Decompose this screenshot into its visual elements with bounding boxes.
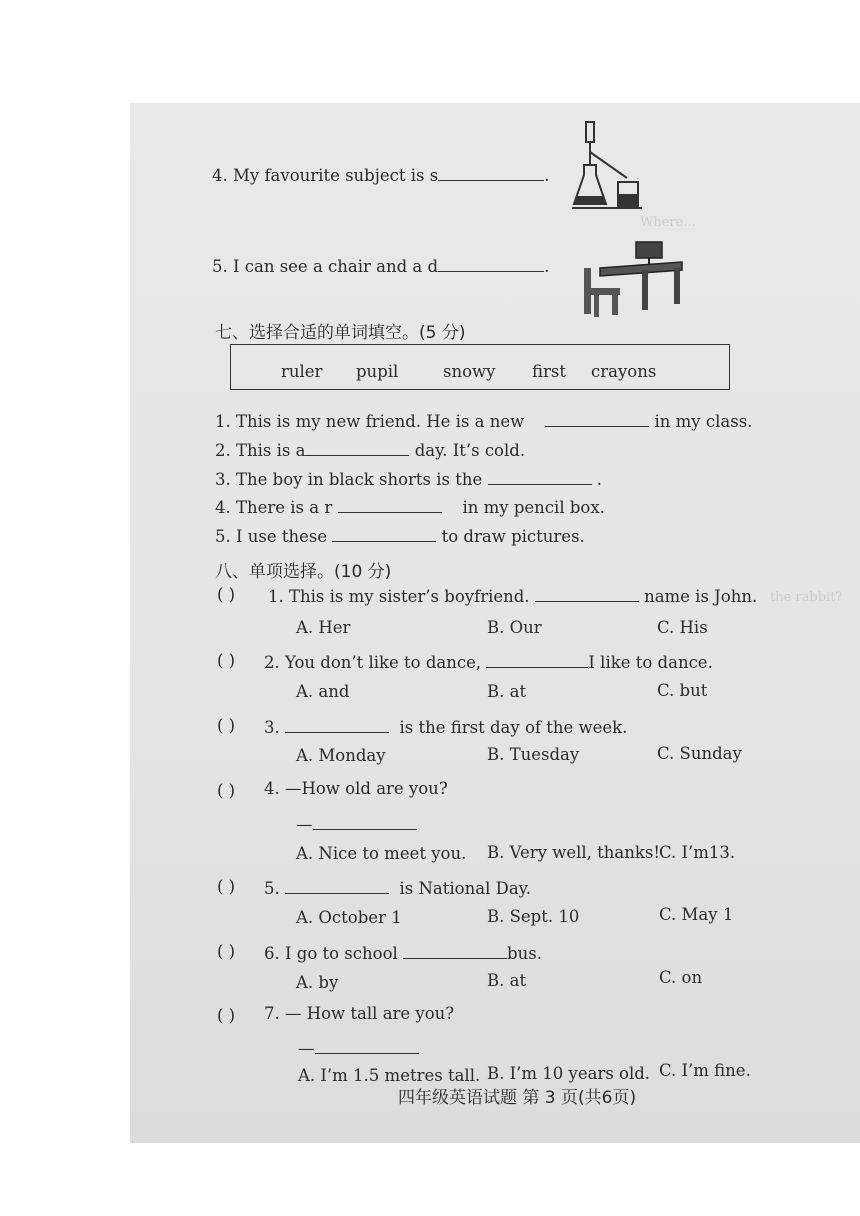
answer-blank[interactable] — [315, 1037, 419, 1054]
option-a[interactable]: A. I’m 1.5 metres tall. — [298, 1066, 481, 1085]
item-text: name is John. — [644, 587, 758, 606]
option-c[interactable]: C. His — [657, 618, 708, 637]
option-a[interactable]: A. Monday — [296, 746, 386, 765]
item-text: bus. — [507, 944, 542, 963]
item-text: to draw pictures. — [441, 527, 585, 546]
s7-item-1 — [215, 410, 752, 431]
option-a[interactable]: A. and — [296, 682, 350, 701]
word-bank-item: snowy — [443, 362, 496, 381]
item-text: 5. I use these — [215, 527, 328, 546]
option-c[interactable]: C. I’m fine. — [659, 1061, 751, 1080]
section7-heading: 七、选择合适的单词填空。(5 分) — [215, 323, 466, 343]
mcq-7-stem: 7. — How tall are you? — [264, 1004, 455, 1023]
item-text: 6. I go to school — [264, 944, 398, 963]
answer-paren[interactable]: ( ) — [217, 585, 236, 604]
option-a[interactable]: A. Nice to meet you. — [296, 844, 467, 863]
answer-blank[interactable] — [488, 468, 592, 485]
item-text: day. It’s cold. — [414, 441, 526, 460]
answer-blank[interactable] — [486, 651, 588, 668]
mcq-1-stem — [268, 585, 757, 606]
answer-blank[interactable] — [338, 496, 442, 513]
mcq-6-stem — [264, 942, 542, 963]
answer-blank[interactable] — [313, 813, 417, 830]
section8-heading: 八、单项选择。(10 分) — [215, 562, 392, 582]
answer-blank[interactable] — [285, 716, 389, 733]
answer-paren[interactable]: ( ) — [217, 877, 236, 896]
option-c[interactable]: C. May 1 — [659, 905, 734, 924]
option-b[interactable]: B. Very well, thanks! — [487, 843, 660, 862]
mcq-4-answer-line — [296, 813, 417, 834]
dash: — — [296, 815, 313, 834]
show-through-text: Where... — [640, 215, 696, 230]
lab-flask-icon — [572, 120, 644, 212]
mcq-4-stem: 4. —How old are you? — [264, 779, 448, 798]
word-bank-item: first — [532, 362, 566, 381]
answer-blank[interactable] — [403, 942, 507, 959]
option-b[interactable]: B. I’m 10 years old. — [487, 1064, 651, 1083]
s7-item-5 — [215, 525, 585, 546]
answer-paren[interactable]: ( ) — [217, 716, 236, 735]
item-text: 1. This is my sister’s boyfriend. — [268, 587, 530, 606]
option-a[interactable]: A. Her — [296, 618, 351, 637]
item-text: 2. This is a — [215, 441, 306, 460]
option-c[interactable]: C. but — [657, 681, 708, 700]
item-text: 4. My favourite subject is s — [212, 166, 439, 185]
option-c[interactable]: C. on — [659, 968, 703, 987]
option-a[interactable]: A. by — [296, 973, 339, 992]
item-text: 4. There is a r — [215, 498, 333, 517]
option-c[interactable]: C. I’m13. — [659, 843, 736, 862]
option-a[interactable]: A. October 1 — [296, 908, 402, 927]
dash: — — [298, 1039, 315, 1058]
item-text: 1. This is my new friend. He is a new — [215, 412, 525, 431]
item-text: 3. The boy in black shorts is the — [215, 470, 483, 489]
answer-blank[interactable] — [438, 255, 544, 272]
answer-blank[interactable] — [438, 164, 544, 181]
option-b[interactable]: B. Our — [487, 618, 542, 637]
answer-blank[interactable] — [285, 877, 389, 894]
mcq-7-answer-line — [298, 1037, 419, 1058]
fill-item-4 — [212, 164, 549, 185]
s7-item-2 — [215, 439, 525, 460]
item-text: I like to dance. — [588, 653, 713, 672]
item-text: 3. — [264, 718, 280, 737]
item-text: in my class. — [654, 412, 753, 431]
option-b[interactable]: B. Tuesday — [487, 745, 580, 764]
mcq-3-stem — [264, 716, 627, 737]
item-text: is the first day of the week. — [399, 718, 628, 737]
s7-item-3 — [215, 468, 602, 489]
answer-paren[interactable]: ( ) — [217, 1006, 236, 1025]
option-c[interactable]: C. Sunday — [657, 744, 742, 763]
item-text: in my pencil box. — [462, 498, 605, 517]
item-text: 5. I can see a chair and a d — [212, 257, 439, 276]
item-text: 5. — [264, 879, 280, 898]
item-text: 2. You don’t like to dance, — [264, 653, 482, 672]
item-text: . — [544, 257, 550, 276]
item-text: . — [544, 166, 550, 185]
item-text: . — [596, 470, 603, 489]
fill-item-5 — [212, 255, 549, 276]
word-bank-item: ruler — [281, 362, 323, 381]
answer-blank[interactable] — [332, 525, 436, 542]
mcq-5-stem — [264, 877, 531, 898]
mcq-2-stem — [264, 651, 713, 672]
word-bank-item: crayons — [591, 362, 657, 381]
word-bank-item: pupil — [356, 362, 399, 381]
show-through-text: the rabbit? — [770, 590, 843, 605]
answer-blank[interactable] — [305, 439, 409, 456]
option-b[interactable]: B. at — [487, 682, 527, 701]
item-text: is National Day. — [399, 879, 532, 898]
answer-paren[interactable]: ( ) — [217, 781, 236, 800]
option-b[interactable]: B. at — [487, 971, 527, 990]
desk-chair-icon — [580, 240, 684, 318]
page-footer: 四年级英语试题 第 3 页(共6页) — [398, 1088, 637, 1108]
option-b[interactable]: B. Sept. 10 — [487, 907, 580, 926]
answer-paren[interactable]: ( ) — [217, 942, 236, 961]
answer-paren[interactable]: ( ) — [217, 651, 236, 670]
answer-blank[interactable] — [545, 410, 649, 427]
s7-item-4 — [215, 496, 605, 517]
answer-blank[interactable] — [535, 585, 639, 602]
